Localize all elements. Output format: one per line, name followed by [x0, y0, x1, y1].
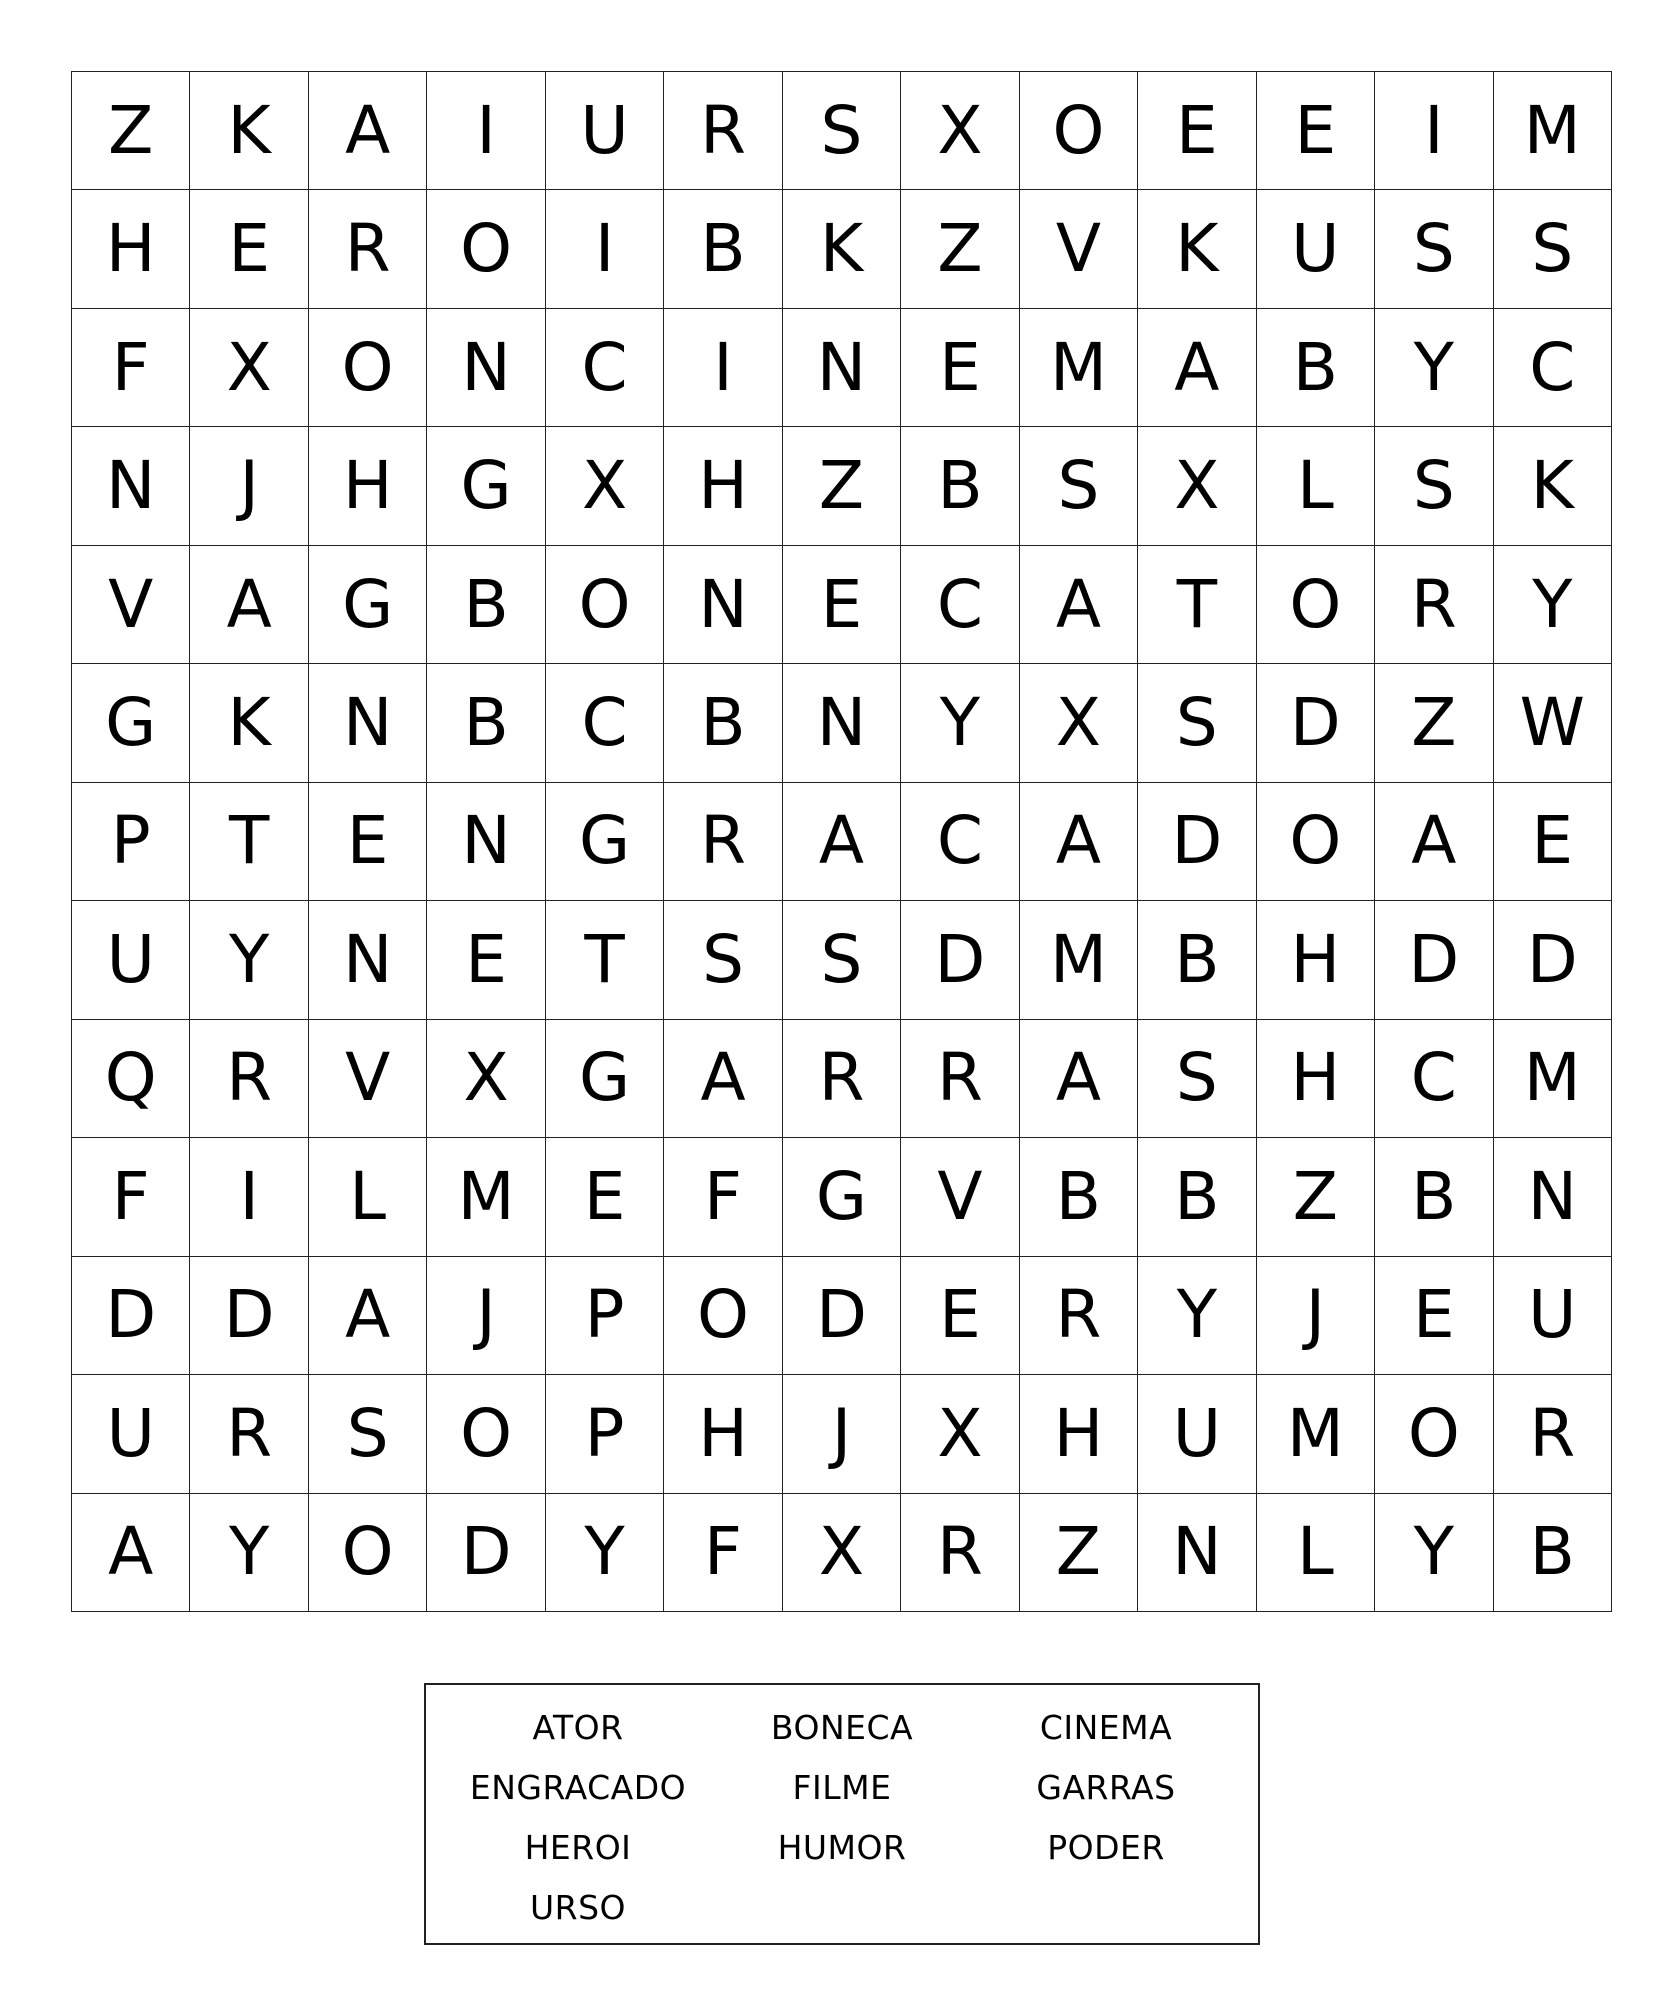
grid-cell[interactable]: O [664, 1257, 782, 1375]
word-list-item: HEROI [524, 1827, 632, 1867]
grid-cell[interactable]: D [783, 1257, 901, 1375]
grid-cell[interactable]: T [190, 783, 308, 901]
grid-cell[interactable]: X [901, 72, 1019, 190]
grid-cell[interactable]: Z [72, 72, 190, 190]
word-search-grid [71, 71, 1612, 1612]
grid-cell[interactable]: R [783, 1020, 901, 1138]
grid-cell[interactable]: C [901, 783, 1019, 901]
grid-cell[interactable]: H [664, 1375, 782, 1493]
grid-cell[interactable]: N [427, 783, 545, 901]
word-list-item: ATOR [532, 1707, 624, 1747]
grid-cell[interactable]: K [1138, 190, 1256, 308]
word-list-item: PODER [1047, 1827, 1165, 1867]
grid-cell[interactable]: Q [72, 1020, 190, 1138]
grid-cell[interactable]: U [1138, 1375, 1256, 1493]
grid-cell[interactable]: Y [190, 901, 308, 1019]
word-list-item: ENGRACADO [469, 1767, 687, 1807]
grid-cell[interactable]: F [72, 309, 190, 427]
grid-cell[interactable]: I [427, 72, 545, 190]
grid-cell[interactable]: J [783, 1375, 901, 1493]
grid-cell[interactable]: B [664, 664, 782, 782]
grid-cell[interactable]: R [1020, 1257, 1138, 1375]
grid-cell[interactable]: H [664, 427, 782, 545]
grid-cell[interactable]: S [1375, 190, 1493, 308]
grid-cell[interactable]: Z [901, 190, 1019, 308]
grid-cell[interactable]: X [901, 1375, 1019, 1493]
grid-cell[interactable]: C [901, 546, 1019, 664]
grid-cell[interactable]: V [309, 1020, 427, 1138]
grid-cell[interactable]: B [1138, 901, 1256, 1019]
grid-cell[interactable]: X [427, 1020, 545, 1138]
grid-cell[interactable]: U [72, 901, 190, 1019]
grid-cell[interactable]: E [783, 546, 901, 664]
grid-cell[interactable]: C [546, 664, 664, 782]
grid-cell[interactable]: Y [1138, 1257, 1256, 1375]
grid-cell[interactable]: Z [1020, 1494, 1138, 1612]
grid-cell[interactable]: H [1257, 901, 1375, 1019]
grid-cell[interactable]: D [1257, 664, 1375, 782]
grid-cell[interactable]: A [309, 1257, 427, 1375]
grid-cell[interactable]: D [72, 1257, 190, 1375]
grid-cell[interactable]: U [1494, 1257, 1612, 1375]
grid-cell[interactable]: C [546, 309, 664, 427]
grid-cell[interactable]: R [901, 1020, 1019, 1138]
grid-cell[interactable]: B [664, 190, 782, 308]
grid-cell[interactable]: R [190, 1020, 308, 1138]
grid-cell[interactable]: A [1138, 309, 1256, 427]
grid-cell[interactable]: R [664, 72, 782, 190]
grid-cell[interactable]: M [1020, 309, 1138, 427]
grid-cell[interactable]: E [1257, 72, 1375, 190]
grid-cell[interactable]: K [190, 72, 308, 190]
grid-cell[interactable]: G [309, 546, 427, 664]
grid-cell[interactable]: R [664, 783, 782, 901]
grid-cell[interactable]: O [427, 1375, 545, 1493]
grid-cell[interactable]: I [190, 1138, 308, 1256]
grid-cell[interactable]: W [1494, 664, 1612, 782]
grid-cell[interactable]: A [190, 546, 308, 664]
grid-cell[interactable]: B [1020, 1138, 1138, 1256]
word-list-item: BONECA [770, 1707, 914, 1747]
grid-cell[interactable]: K [190, 664, 308, 782]
grid-cell[interactable]: Y [1375, 309, 1493, 427]
grid-cell[interactable]: N [664, 546, 782, 664]
grid-cell[interactable]: D [1138, 783, 1256, 901]
grid-cell[interactable]: V [901, 1138, 1019, 1256]
grid-cell[interactable]: S [1020, 427, 1138, 545]
grid-cell[interactable]: G [546, 783, 664, 901]
grid-cell[interactable]: Y [1375, 1494, 1493, 1612]
grid-cell[interactable]: N [427, 309, 545, 427]
grid-cell[interactable]: Z [783, 427, 901, 545]
grid-cell[interactable]: X [190, 309, 308, 427]
grid-cell[interactable]: E [309, 783, 427, 901]
grid-cell[interactable]: Z [1375, 664, 1493, 782]
grid-cell[interactable]: N [72, 427, 190, 545]
grid-cell[interactable]: O [1375, 1375, 1493, 1493]
grid-cell[interactable]: O [1020, 72, 1138, 190]
grid-cell[interactable]: H [72, 190, 190, 308]
grid-cell[interactable]: F [664, 1138, 782, 1256]
grid-cell[interactable]: A [72, 1494, 190, 1612]
grid-cell[interactable]: N [1494, 1138, 1612, 1256]
grid-cell[interactable]: O [309, 1494, 427, 1612]
grid-cell[interactable]: J [1257, 1257, 1375, 1375]
grid-cell[interactable]: L [309, 1138, 427, 1256]
grid-cell[interactable]: M [1020, 901, 1138, 1019]
grid-cell[interactable]: R [309, 190, 427, 308]
grid-cell[interactable]: O [309, 309, 427, 427]
grid-cell[interactable]: N [783, 664, 901, 782]
grid-cell[interactable]: Z [1257, 1138, 1375, 1256]
grid-cell[interactable]: F [72, 1138, 190, 1256]
grid-cell[interactable]: P [72, 783, 190, 901]
grid-cell[interactable]: D [1375, 901, 1493, 1019]
grid-cell[interactable]: A [1020, 1020, 1138, 1138]
grid-cell[interactable]: X [783, 1494, 901, 1612]
word-list [424, 1683, 1260, 1945]
grid-cell[interactable]: B [1138, 1138, 1256, 1256]
grid-cell[interactable]: N [783, 309, 901, 427]
grid-cell[interactable]: L [1257, 1494, 1375, 1612]
grid-cell[interactable]: R [1494, 1375, 1612, 1493]
grid-cell[interactable]: E [190, 190, 308, 308]
grid-cell[interactable]: K [1494, 427, 1612, 545]
grid-cell[interactable]: I [664, 309, 782, 427]
grid-cell[interactable]: M [427, 1138, 545, 1256]
grid-cell[interactable]: E [901, 1257, 1019, 1375]
grid-cell[interactable]: J [190, 427, 308, 545]
grid-cell[interactable]: N [1138, 1494, 1256, 1612]
grid-cell[interactable]: M [1257, 1375, 1375, 1493]
grid-cell[interactable]: O [1257, 783, 1375, 901]
grid-cell[interactable]: V [72, 546, 190, 664]
grid-cell[interactable]: B [901, 427, 1019, 545]
grid-cell[interactable]: U [72, 1375, 190, 1493]
grid-cell[interactable]: M [1494, 72, 1612, 190]
grid-cell[interactable]: T [1138, 546, 1256, 664]
grid-cell[interactable]: N [309, 901, 427, 1019]
grid-cell[interactable]: U [546, 72, 664, 190]
grid-cell[interactable]: S [664, 901, 782, 1019]
grid-cell[interactable]: E [427, 901, 545, 1019]
grid-cell[interactable]: B [1257, 309, 1375, 427]
grid-cell[interactable]: R [901, 1494, 1019, 1612]
grid-cell[interactable]: S [1138, 1020, 1256, 1138]
grid-cell[interactable]: D [1494, 901, 1612, 1019]
grid-cell[interactable]: E [546, 1138, 664, 1256]
grid-cell[interactable]: H [1257, 1020, 1375, 1138]
grid-cell[interactable]: G [783, 1138, 901, 1256]
grid-cell[interactable]: I [546, 190, 664, 308]
grid-cell[interactable]: S [1494, 190, 1612, 308]
grid-cell[interactable]: D [901, 901, 1019, 1019]
grid-cell[interactable]: N [309, 664, 427, 782]
word-list-item: CINEMA [1039, 1707, 1173, 1747]
grid-cell[interactable]: R [1375, 546, 1493, 664]
word-list-item: HUMOR [777, 1827, 907, 1867]
grid-cell[interactable]: A [1020, 546, 1138, 664]
grid-cell[interactable]: Y [546, 1494, 664, 1612]
grid-cell[interactable]: B [427, 664, 545, 782]
grid-cell[interactable]: S [783, 901, 901, 1019]
grid-cell[interactable]: Y [190, 1494, 308, 1612]
word-list-item: FILME [792, 1767, 892, 1807]
grid-cell[interactable]: C [1375, 1020, 1493, 1138]
grid-cell[interactable]: G [427, 427, 545, 545]
grid-cell[interactable]: P [546, 1257, 664, 1375]
grid-cell[interactable]: F [664, 1494, 782, 1612]
grid-cell[interactable]: A [309, 72, 427, 190]
grid-cell[interactable]: G [72, 664, 190, 782]
grid-cell[interactable]: O [427, 190, 545, 308]
grid-cell[interactable]: E [1138, 72, 1256, 190]
grid-cell[interactable]: D [427, 1494, 545, 1612]
grid-cell[interactable]: C [1494, 309, 1612, 427]
grid-cell[interactable]: B [1375, 1138, 1493, 1256]
grid-cell[interactable]: L [1257, 427, 1375, 545]
grid-cell[interactable]: S [1138, 664, 1256, 782]
grid-cell[interactable]: E [1494, 783, 1612, 901]
grid-cell[interactable]: X [1020, 664, 1138, 782]
grid-cell[interactable]: P [546, 1375, 664, 1493]
grid-cell[interactable]: D [190, 1257, 308, 1375]
grid-cell[interactable]: H [1020, 1375, 1138, 1493]
grid-cell[interactable]: O [546, 546, 664, 664]
grid-cell[interactable]: O [1257, 546, 1375, 664]
grid-cell[interactable]: H [309, 427, 427, 545]
grid-cell[interactable]: X [1138, 427, 1256, 545]
grid-cell[interactable]: B [427, 546, 545, 664]
grid-cell[interactable]: E [1375, 1257, 1493, 1375]
grid-cell[interactable]: A [1375, 783, 1493, 901]
grid-cell[interactable]: R [190, 1375, 308, 1493]
grid-cell[interactable]: V [1020, 190, 1138, 308]
grid-cell[interactable]: A [783, 783, 901, 901]
grid-cell[interactable]: K [783, 190, 901, 308]
grid-cell[interactable]: U [1257, 190, 1375, 308]
grid-cell[interactable]: A [664, 1020, 782, 1138]
grid-cell[interactable]: S [1375, 427, 1493, 545]
word-list-item: GARRAS [1036, 1767, 1176, 1807]
grid-cell[interactable]: M [1494, 1020, 1612, 1138]
grid-cell[interactable]: B [1494, 1494, 1612, 1612]
grid-cell[interactable]: E [901, 309, 1019, 427]
grid-cell[interactable]: Y [901, 664, 1019, 782]
word-list-item: URSO [529, 1887, 626, 1927]
grid-cell[interactable]: T [546, 901, 664, 1019]
grid-cell[interactable]: I [1375, 72, 1493, 190]
grid-cell[interactable]: Y [1494, 546, 1612, 664]
grid-cell[interactable]: G [546, 1020, 664, 1138]
grid-cell[interactable]: J [427, 1257, 545, 1375]
grid-cell[interactable]: S [783, 72, 901, 190]
grid-cell[interactable]: X [546, 427, 664, 545]
grid-cell[interactable]: S [309, 1375, 427, 1493]
grid-cell[interactable]: A [1020, 783, 1138, 901]
